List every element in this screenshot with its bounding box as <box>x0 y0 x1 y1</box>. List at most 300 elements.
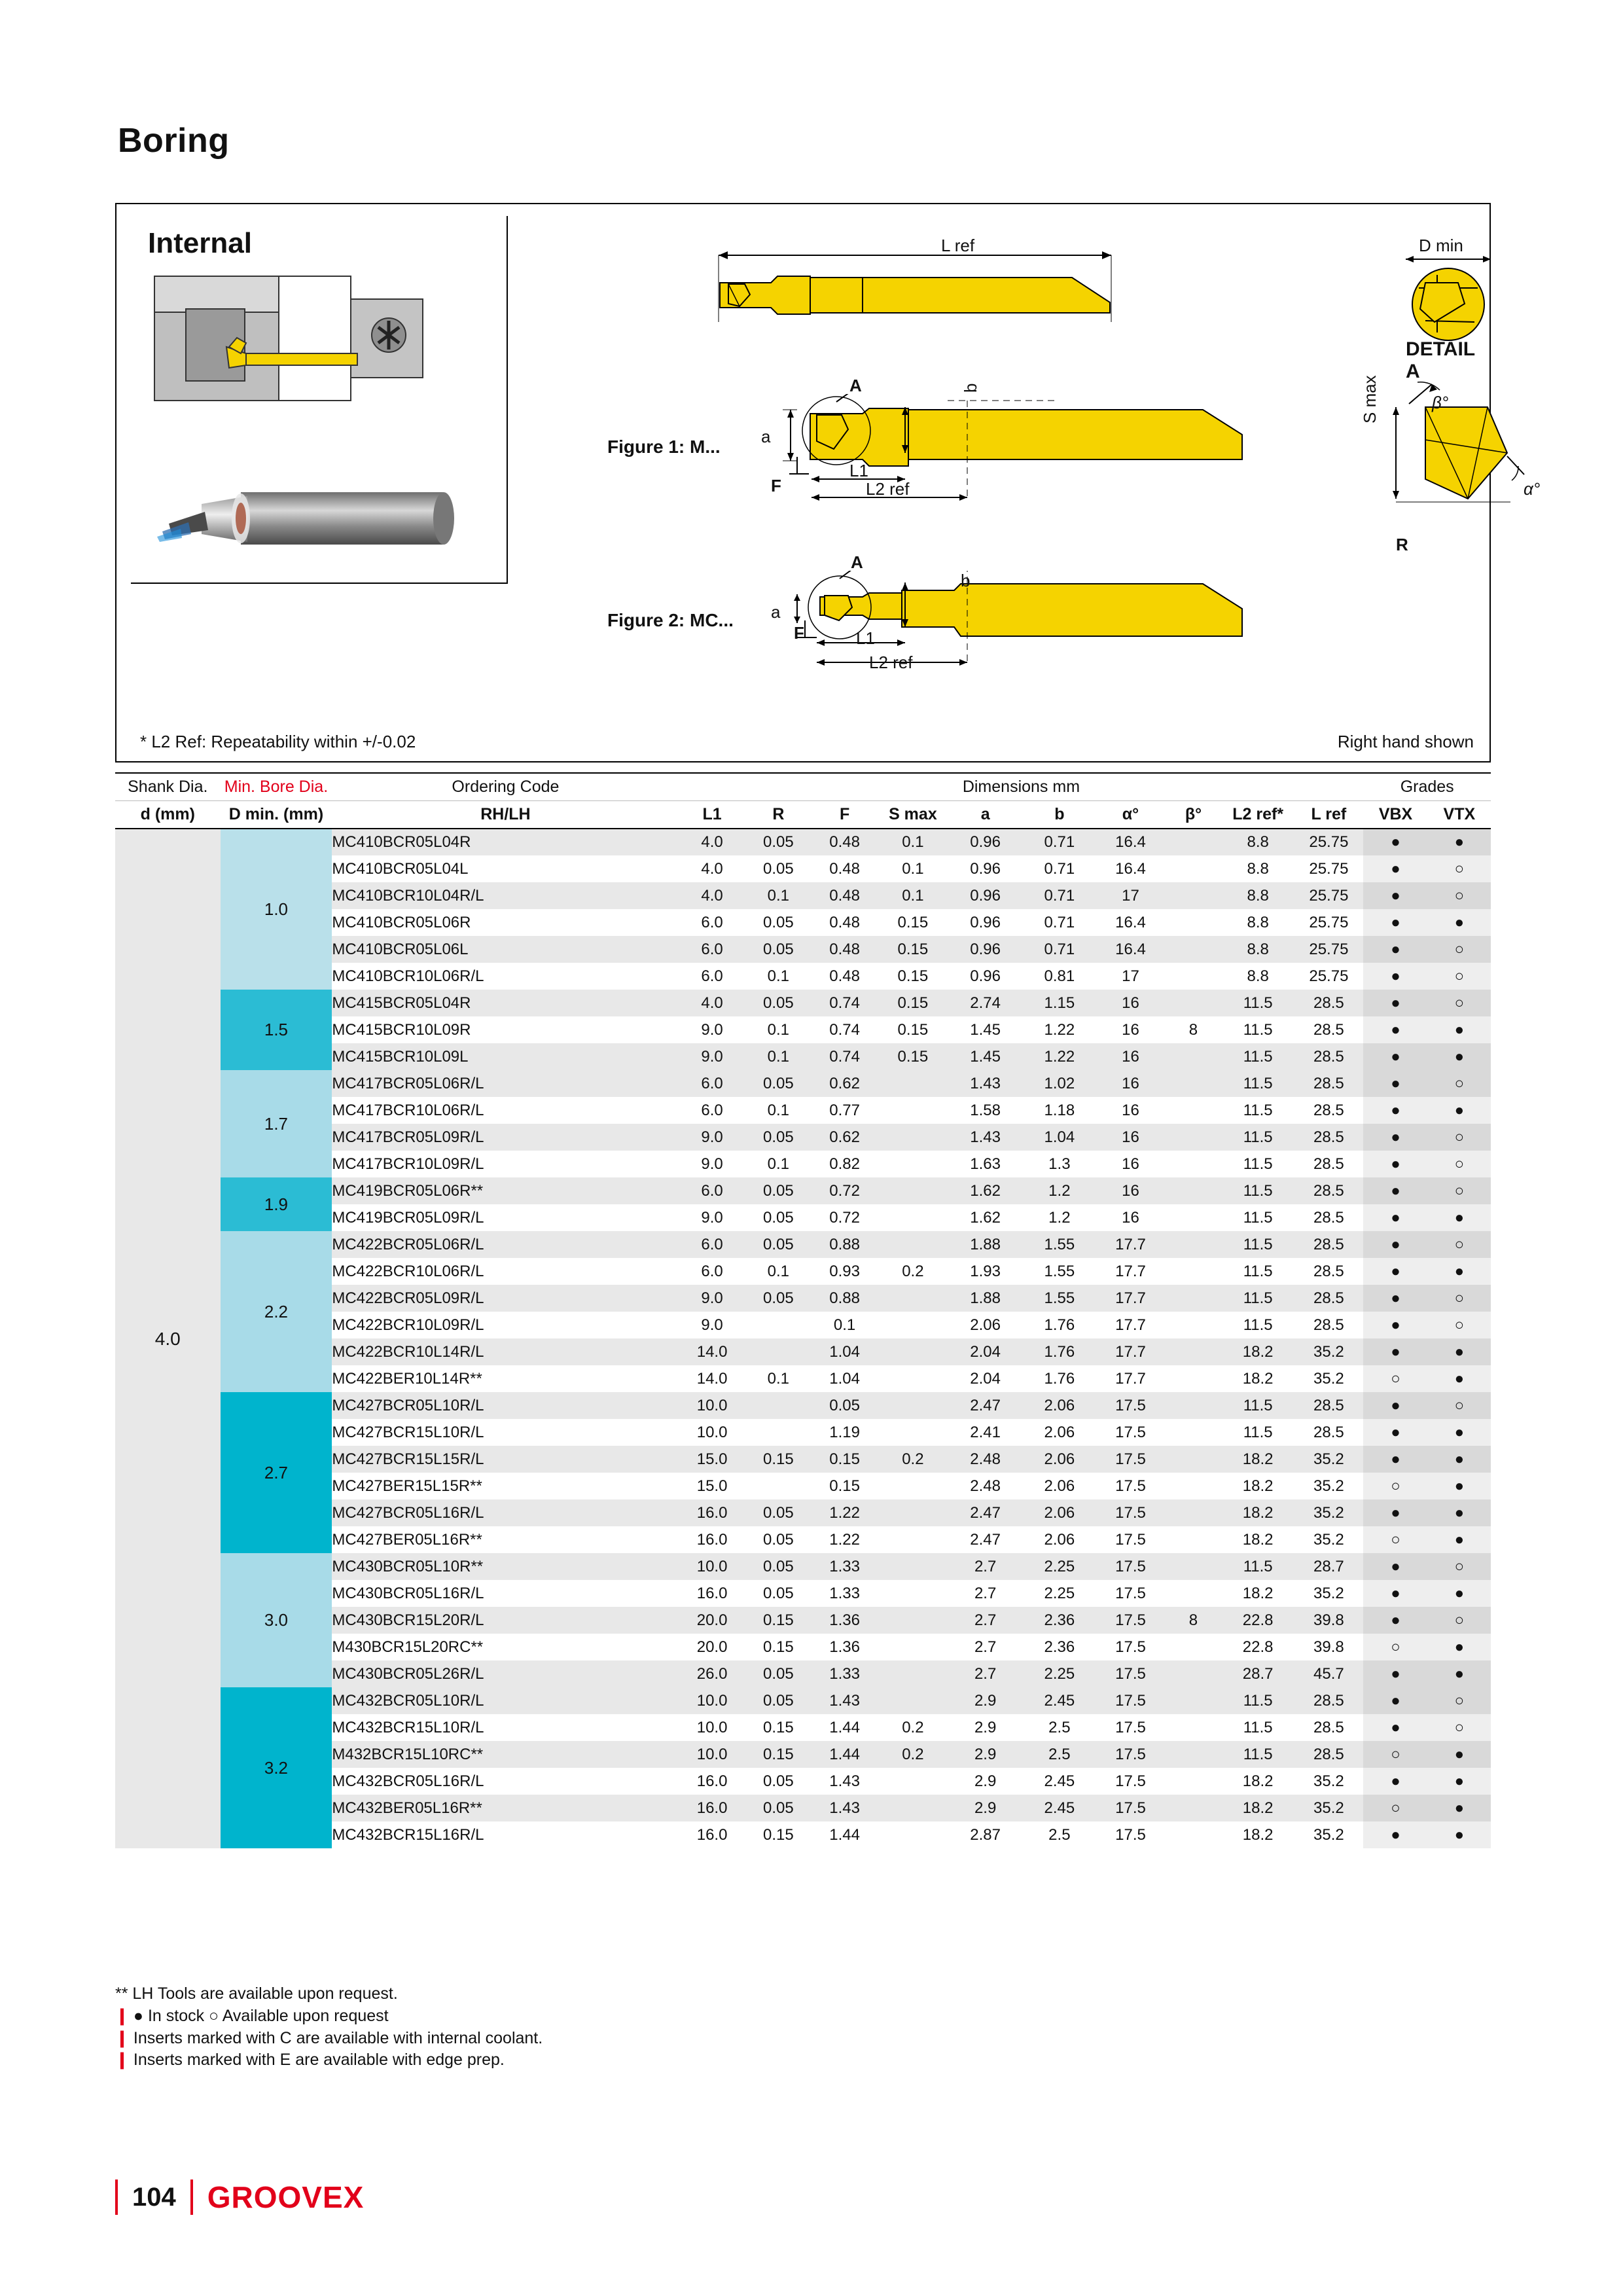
l1-cell: 16.0 <box>679 1499 745 1526</box>
lref-cell: 35.2 <box>1294 1338 1363 1365</box>
table-row[interactable] <box>115 829 1491 855</box>
smax-cell: 0.15 <box>878 909 948 936</box>
smax-cell: 0.15 <box>878 936 948 963</box>
r-cell: 0.1 <box>745 1151 812 1177</box>
l1-cell: 14.0 <box>679 1365 745 1392</box>
ordering-code-cell: MC430BCR05L10R** <box>332 1553 679 1580</box>
l1-cell: 10.0 <box>679 1419 745 1446</box>
vbx-cell: ○ <box>1363 1526 1427 1553</box>
beta-cell: 8 <box>1165 1016 1222 1043</box>
beta-cell <box>1165 936 1222 963</box>
a-cell: 1.43 <box>948 1070 1023 1097</box>
col-d-mm: d (mm) <box>115 801 221 829</box>
r-cell <box>745 1419 812 1446</box>
f-cell: 0.88 <box>812 1231 878 1258</box>
l2ref-cell: 22.8 <box>1222 1634 1294 1660</box>
smax-cell <box>878 1231 948 1258</box>
smax-cell: 0.2 <box>878 1714 948 1741</box>
vtx-cell: ○ <box>1428 1714 1491 1741</box>
panel-divider <box>507 216 508 583</box>
table-row[interactable] <box>115 1392 1491 1419</box>
l2ref-cell: 11.5 <box>1222 1177 1294 1204</box>
b-cell: 2.25 <box>1023 1580 1096 1607</box>
lref-cell: 35.2 <box>1294 1473 1363 1499</box>
smax-cell <box>878 1151 948 1177</box>
vbx-cell: ● <box>1363 1177 1427 1204</box>
r-cell: 0.15 <box>745 1741 812 1768</box>
table-row[interactable] <box>115 1177 1491 1204</box>
f-cell: 1.43 <box>812 1795 878 1821</box>
table-row[interactable] <box>115 1553 1491 1580</box>
vtx-cell: ● <box>1428 1768 1491 1795</box>
smax-cell <box>878 1177 948 1204</box>
r-cell: 0.15 <box>745 1714 812 1741</box>
b-cell: 1.2 <box>1023 1177 1096 1204</box>
smax-cell: 0.2 <box>878 1446 948 1473</box>
r-cell: 0.05 <box>745 1526 812 1553</box>
min-bore-dia-cell: 1.0 <box>221 829 332 990</box>
smax-cell <box>878 1821 948 1848</box>
vbx-cell: ● <box>1363 1821 1427 1848</box>
footnote-lh: ** LH Tools are available upon request. <box>115 1984 398 2003</box>
a-cell: 2.9 <box>948 1795 1023 1821</box>
a-cell: 2.87 <box>948 1821 1023 1848</box>
l2ref-cell: 11.5 <box>1222 1097 1294 1124</box>
l2ref-cell: 11.5 <box>1222 1124 1294 1151</box>
beta-cell <box>1165 1151 1222 1177</box>
lref-cell: 25.75 <box>1294 963 1363 990</box>
r-cell: 0.1 <box>745 1043 812 1070</box>
f-cell: 1.33 <box>812 1660 878 1687</box>
smax-cell <box>878 1634 948 1660</box>
f-cell: 0.48 <box>812 882 878 909</box>
vtx-cell: ○ <box>1428 1177 1491 1204</box>
b-cell: 2.5 <box>1023 1821 1096 1848</box>
f-cell: 0.72 <box>812 1177 878 1204</box>
smax-cell: 0.2 <box>878 1258 948 1285</box>
ordering-code-cell: MC415BCR10L09L <box>332 1043 679 1070</box>
b-cell: 1.02 <box>1023 1070 1096 1097</box>
a-cell: 1.63 <box>948 1151 1023 1177</box>
beta-cell <box>1165 1741 1222 1768</box>
figure-hand-note: Right hand shown <box>1337 732 1474 751</box>
alpha-cell: 17.7 <box>1096 1285 1165 1312</box>
r-cell: 0.1 <box>745 963 812 990</box>
r-cell <box>745 1392 812 1419</box>
ordering-code-cell: M430BCR15L20RC** <box>332 1634 679 1660</box>
l2ref-cell: 11.5 <box>1222 1258 1294 1285</box>
vtx-cell: ● <box>1428 1795 1491 1821</box>
l1-cell: 9.0 <box>679 1312 745 1338</box>
l1-cell: 6.0 <box>679 1070 745 1097</box>
l1-cell: 10.0 <box>679 1687 745 1714</box>
smax-cell <box>878 1392 948 1419</box>
tool-side-view-top <box>705 243 1150 342</box>
vtx-cell: ● <box>1428 1473 1491 1499</box>
footer-rule-right <box>190 2179 193 2215</box>
f-cell: 1.36 <box>812 1634 878 1660</box>
a-cell: 2.47 <box>948 1499 1023 1526</box>
ordering-code-cell: MC422BCR10L14R/L <box>332 1338 679 1365</box>
b-cell: 2.06 <box>1023 1446 1096 1473</box>
callout-l2-fig2: L2 ref <box>869 653 913 672</box>
b-cell: 0.71 <box>1023 855 1096 882</box>
vtx-cell: ● <box>1428 1338 1491 1365</box>
r-cell: 0.05 <box>745 990 812 1016</box>
l2ref-cell: 8.8 <box>1222 936 1294 963</box>
ordering-code-cell: MC410BCR10L04R/L <box>332 882 679 909</box>
ordering-code-cell: MC410BCR05L06R <box>332 909 679 936</box>
l1-cell: 6.0 <box>679 1177 745 1204</box>
beta-cell <box>1165 1687 1222 1714</box>
r-cell: 0.15 <box>745 1607 812 1634</box>
specification-table <box>115 772 1491 1848</box>
vtx-cell: ○ <box>1428 990 1491 1016</box>
l2ref-cell: 11.5 <box>1222 1016 1294 1043</box>
alpha-cell: 16.4 <box>1096 855 1165 882</box>
lref-cell: 35.2 <box>1294 1768 1363 1795</box>
vbx-cell: ○ <box>1363 1795 1427 1821</box>
lref-cell: 28.5 <box>1294 1312 1363 1338</box>
vbx-cell: ● <box>1363 1231 1427 1258</box>
lref-cell: 28.5 <box>1294 1043 1363 1070</box>
r-cell: 0.15 <box>745 1446 812 1473</box>
l2ref-cell: 18.2 <box>1222 1768 1294 1795</box>
l1-cell: 9.0 <box>679 1043 745 1070</box>
a-cell: 2.06 <box>948 1312 1023 1338</box>
lref-cell: 25.75 <box>1294 936 1363 963</box>
smax-cell <box>878 1338 948 1365</box>
smax-cell <box>878 1768 948 1795</box>
vbx-cell: ● <box>1363 882 1427 909</box>
col-f: F <box>812 801 878 829</box>
l2ref-cell: 11.5 <box>1222 1204 1294 1231</box>
vbx-cell: ○ <box>1363 1741 1427 1768</box>
f-cell: 1.04 <box>812 1365 878 1392</box>
l1-cell: 9.0 <box>679 1016 745 1043</box>
alpha-cell: 16 <box>1096 990 1165 1016</box>
lref-cell: 28.5 <box>1294 1687 1363 1714</box>
lref-cell: 28.5 <box>1294 1714 1363 1741</box>
beta-cell <box>1165 1070 1222 1097</box>
vbx-cell: ● <box>1363 1151 1427 1177</box>
l2ref-cell: 11.5 <box>1222 1043 1294 1070</box>
r-cell: 0.05 <box>745 855 812 882</box>
beta-cell <box>1165 1392 1222 1419</box>
b-cell: 2.25 <box>1023 1660 1096 1687</box>
alpha-cell: 16.4 <box>1096 909 1165 936</box>
alpha-cell: 17.7 <box>1096 1312 1165 1338</box>
vtx-cell: ○ <box>1428 1124 1491 1151</box>
vtx-cell: ● <box>1428 1258 1491 1285</box>
beta-cell <box>1165 855 1222 882</box>
l2ref-cell: 28.7 <box>1222 1660 1294 1687</box>
min-bore-dia-cell: 3.2 <box>221 1687 332 1848</box>
l2ref-cell: 8.8 <box>1222 829 1294 855</box>
callout-f-fig1: F <box>771 476 781 495</box>
vbx-cell: ○ <box>1363 1365 1427 1392</box>
l1-cell: 20.0 <box>679 1634 745 1660</box>
a-cell: 2.7 <box>948 1580 1023 1607</box>
l1-cell: 4.0 <box>679 855 745 882</box>
ordering-code-cell: MC430BCR05L16R/L <box>332 1580 679 1607</box>
vbx-cell: ● <box>1363 855 1427 882</box>
l2ref-cell: 18.2 <box>1222 1795 1294 1821</box>
a-cell: 1.93 <box>948 1258 1023 1285</box>
page-footer <box>115 2179 364 2215</box>
b-cell: 1.76 <box>1023 1338 1096 1365</box>
beta-cell <box>1165 1204 1222 1231</box>
l1-cell: 6.0 <box>679 1231 745 1258</box>
vbx-cell: ● <box>1363 1258 1427 1285</box>
b-cell: 0.71 <box>1023 882 1096 909</box>
header-shank-dia: Shank Dia. <box>115 773 221 801</box>
vbx-cell: ○ <box>1363 1473 1427 1499</box>
ordering-code-cell: MC422BCR05L06R/L <box>332 1231 679 1258</box>
smax-cell: 0.1 <box>878 829 948 855</box>
f-cell: 0.74 <box>812 1043 878 1070</box>
lref-cell: 35.2 <box>1294 1446 1363 1473</box>
callout-a-point-fig2: A <box>851 552 863 572</box>
beta-cell <box>1165 1499 1222 1526</box>
smax-cell <box>878 1285 948 1312</box>
b-cell: 2.36 <box>1023 1634 1096 1660</box>
footnotes: ** LH Tools are available upon request. ❙ ● In stock ○ Available upon request ❙ Inserts marked with C are available with internal coolant. ❙ Inserts marked with E are available with edge prep. <box>115 1984 543 2070</box>
min-bore-dia-cell: 2.7 <box>221 1392 332 1553</box>
table-row[interactable] <box>115 1070 1491 1097</box>
vtx-cell: ● <box>1428 1446 1491 1473</box>
r-cell: 0.15 <box>745 1634 812 1660</box>
callout-l1-fig1: L1 <box>849 461 868 480</box>
b-cell: 0.81 <box>1023 963 1096 990</box>
b-cell: 1.3 <box>1023 1151 1096 1177</box>
f-cell: 0.77 <box>812 1097 878 1124</box>
min-bore-dia-cell: 2.2 <box>221 1231 332 1392</box>
f-cell: 0.48 <box>812 829 878 855</box>
vtx-cell: ○ <box>1428 882 1491 909</box>
alpha-cell: 16 <box>1096 1016 1165 1043</box>
f-cell: 1.44 <box>812 1714 878 1741</box>
lref-cell: 35.2 <box>1294 1499 1363 1526</box>
ordering-code-cell: MC432BCR05L10R/L <box>332 1687 679 1714</box>
l1-cell: 14.0 <box>679 1338 745 1365</box>
alpha-cell: 16 <box>1096 1177 1165 1204</box>
vbx-cell: ● <box>1363 1097 1427 1124</box>
footnote-stock: ● In stock ○ Available upon request <box>133 2006 389 2025</box>
beta-cell <box>1165 1177 1222 1204</box>
ordering-code-cell: MC417BCR05L06R/L <box>332 1070 679 1097</box>
a-cell: 1.88 <box>948 1285 1023 1312</box>
l1-cell: 15.0 <box>679 1446 745 1473</box>
figure2-label: Figure 2: MC... <box>607 610 734 630</box>
beta-cell <box>1165 1097 1222 1124</box>
vtx-cell: ● <box>1428 1660 1491 1687</box>
l2ref-cell: 11.5 <box>1222 990 1294 1016</box>
callout-l1-fig2: L1 <box>856 628 875 648</box>
detail-a-title: DETAIL A <box>1406 338 1475 382</box>
b-cell: 2.06 <box>1023 1392 1096 1419</box>
min-bore-dia-cell: 3.0 <box>221 1553 332 1687</box>
callout-a-fig2: a <box>771 602 781 622</box>
l2ref-cell: 11.5 <box>1222 1285 1294 1312</box>
beta-cell <box>1165 1043 1222 1070</box>
r-cell: 0.05 <box>745 829 812 855</box>
ordering-code-cell: MC417BCR10L09R/L <box>332 1151 679 1177</box>
lref-cell: 45.7 <box>1294 1660 1363 1687</box>
col-rhlh: RH/LH <box>332 801 679 829</box>
callout-beta: β° <box>1432 393 1449 412</box>
vtx-cell: ● <box>1428 1097 1491 1124</box>
vtx-cell: ○ <box>1428 1553 1491 1580</box>
alpha-cell: 16 <box>1096 1043 1165 1070</box>
vbx-cell: ● <box>1363 829 1427 855</box>
l1-cell: 4.0 <box>679 882 745 909</box>
f-cell: 0.82 <box>812 1151 878 1177</box>
r-cell: 0.1 <box>745 1016 812 1043</box>
callout-r: R <box>1396 535 1408 554</box>
l2ref-cell: 18.2 <box>1222 1499 1294 1526</box>
alpha-cell: 17.5 <box>1096 1634 1165 1660</box>
a-cell: 0.96 <box>948 882 1023 909</box>
r-cell: 0.05 <box>745 1768 812 1795</box>
a-cell: 2.9 <box>948 1714 1023 1741</box>
l2ref-cell: 18.2 <box>1222 1526 1294 1553</box>
header-ordering-code: Ordering Code <box>332 773 679 801</box>
col-r: R <box>745 801 812 829</box>
f-cell: 1.43 <box>812 1687 878 1714</box>
f-cell: 0.48 <box>812 855 878 882</box>
callout-b-fig2: b <box>961 571 971 590</box>
vbx-cell: ● <box>1363 1124 1427 1151</box>
b-cell: 0.71 <box>1023 909 1096 936</box>
f-cell: 1.22 <box>812 1526 878 1553</box>
beta-cell: 8 <box>1165 1607 1222 1634</box>
shank-dia-cell: 4.0 <box>115 829 221 1848</box>
ordering-code-cell: MC427BCR05L10R/L <box>332 1392 679 1419</box>
lref-cell: 28.5 <box>1294 1231 1363 1258</box>
ordering-code-cell: MC419BCR05L06R** <box>332 1177 679 1204</box>
r-cell: 0.05 <box>745 1231 812 1258</box>
vbx-cell: ● <box>1363 1285 1427 1312</box>
table-row[interactable] <box>115 990 1491 1016</box>
smax-cell: 0.1 <box>878 882 948 909</box>
alpha-cell: 17.5 <box>1096 1741 1165 1768</box>
beta-cell <box>1165 1419 1222 1446</box>
vtx-cell: ○ <box>1428 1687 1491 1714</box>
b-cell: 0.71 <box>1023 829 1096 855</box>
l1-cell: 20.0 <box>679 1607 745 1634</box>
callout-s-max: S max <box>1360 375 1380 423</box>
lref-cell: 39.8 <box>1294 1607 1363 1634</box>
a-cell: 1.62 <box>948 1177 1023 1204</box>
l1-cell: 10.0 <box>679 1741 745 1768</box>
lref-cell: 35.2 <box>1294 1365 1363 1392</box>
l1-cell: 16.0 <box>679 1768 745 1795</box>
vtx-cell: ● <box>1428 829 1491 855</box>
ordering-code-cell: MC410BCR05L04L <box>332 855 679 882</box>
l1-cell: 6.0 <box>679 1258 745 1285</box>
a-cell: 1.45 <box>948 1043 1023 1070</box>
lref-cell: 28.5 <box>1294 1419 1363 1446</box>
table-row[interactable] <box>115 1231 1491 1258</box>
smax-cell <box>878 1097 948 1124</box>
vbx-cell: ● <box>1363 1204 1427 1231</box>
f-cell: 1.22 <box>812 1499 878 1526</box>
smax-cell <box>878 1070 948 1097</box>
beta-cell <box>1165 1795 1222 1821</box>
ordering-code-cell: MC417BCR05L09R/L <box>332 1124 679 1151</box>
b-cell: 2.06 <box>1023 1526 1096 1553</box>
r-cell: 0.1 <box>745 1258 812 1285</box>
b-cell: 2.06 <box>1023 1499 1096 1526</box>
smax-cell: 0.2 <box>878 1741 948 1768</box>
col-a: a <box>948 801 1023 829</box>
a-cell: 2.9 <box>948 1768 1023 1795</box>
figure-panel-title: Internal <box>148 227 252 259</box>
l1-cell: 16.0 <box>679 1526 745 1553</box>
alpha-cell: 17.5 <box>1096 1768 1165 1795</box>
page-number: 104 <box>132 2182 176 2212</box>
r-cell: 0.1 <box>745 882 812 909</box>
lref-cell: 28.5 <box>1294 1204 1363 1231</box>
l2ref-cell: 18.2 <box>1222 1338 1294 1365</box>
vtx-cell: ● <box>1428 1499 1491 1526</box>
f-cell: 1.44 <box>812 1821 878 1848</box>
alpha-cell: 17.7 <box>1096 1365 1165 1392</box>
lref-cell: 28.5 <box>1294 1124 1363 1151</box>
vbx-cell: ● <box>1363 963 1427 990</box>
smax-cell: 0.1 <box>878 855 948 882</box>
f-cell: 0.74 <box>812 1016 878 1043</box>
beta-cell <box>1165 1285 1222 1312</box>
callout-b-fig1: b <box>961 383 980 393</box>
beta-cell <box>1165 1312 1222 1338</box>
b-cell: 2.45 <box>1023 1795 1096 1821</box>
col-dmin-mm: D min. (mm) <box>221 801 332 829</box>
a-cell: 0.96 <box>948 855 1023 882</box>
f-cell: 1.04 <box>812 1338 878 1365</box>
beta-cell <box>1165 1660 1222 1687</box>
r-cell: 0.05 <box>745 1070 812 1097</box>
vbx-cell: ● <box>1363 1338 1427 1365</box>
vtx-cell: ○ <box>1428 1285 1491 1312</box>
r-cell: 0.05 <box>745 1660 812 1687</box>
ordering-code-cell: MC432BCR15L16R/L <box>332 1821 679 1848</box>
lref-cell: 25.75 <box>1294 855 1363 882</box>
beta-cell <box>1165 963 1222 990</box>
page-title: Boring <box>118 122 230 160</box>
vtx-cell: ○ <box>1428 1231 1491 1258</box>
col-beta: β° <box>1165 801 1222 829</box>
r-cell: 0.15 <box>745 1821 812 1848</box>
beta-cell <box>1165 1768 1222 1795</box>
b-cell: 1.15 <box>1023 990 1096 1016</box>
a-cell: 2.04 <box>948 1338 1023 1365</box>
table-row[interactable] <box>115 1687 1491 1714</box>
col-l1: L1 <box>679 801 745 829</box>
callout-a-fig1: a <box>761 427 771 446</box>
smax-cell <box>878 1687 948 1714</box>
smax-cell <box>878 1419 948 1446</box>
l1-cell: 9.0 <box>679 1124 745 1151</box>
a-cell: 1.62 <box>948 1204 1023 1231</box>
b-cell: 1.22 <box>1023 1043 1096 1070</box>
a-cell: 1.45 <box>948 1016 1023 1043</box>
b-cell: 2.25 <box>1023 1553 1096 1580</box>
vbx-cell: ○ <box>1363 1634 1427 1660</box>
f-cell: 1.36 <box>812 1607 878 1634</box>
ordering-code-cell: MC415BCR10L09R <box>332 1016 679 1043</box>
